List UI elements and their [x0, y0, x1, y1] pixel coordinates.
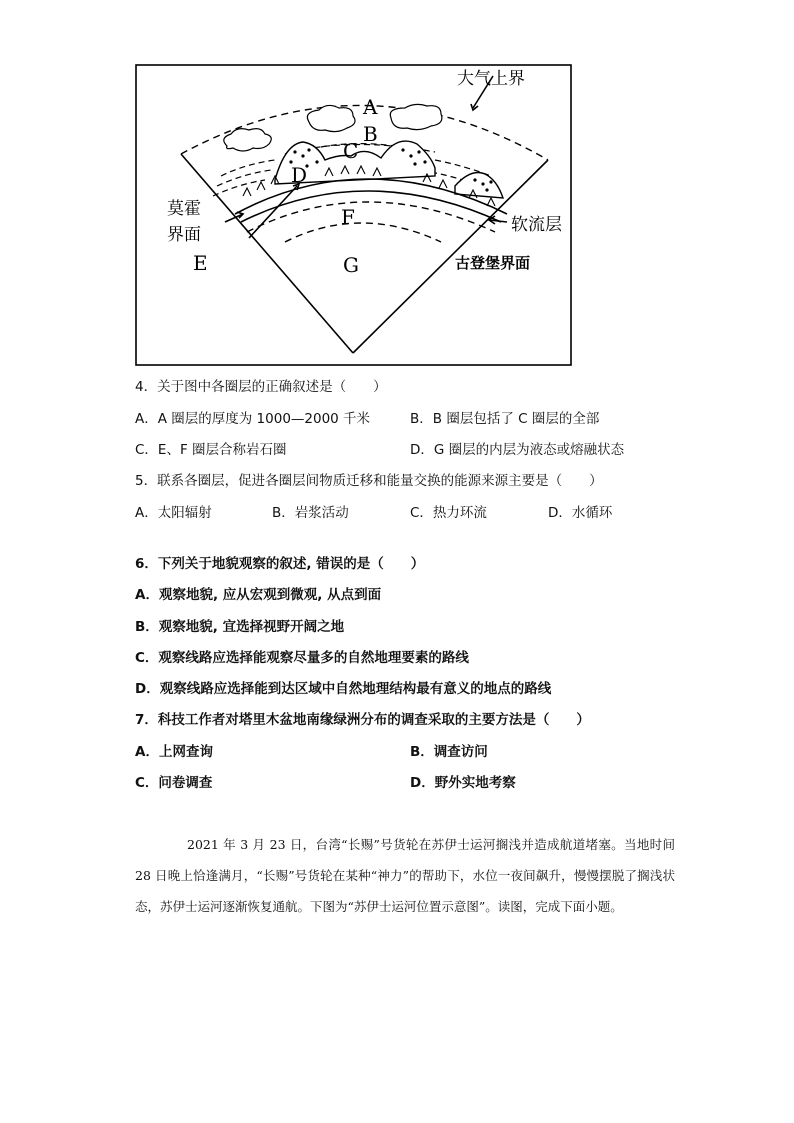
q6-stem: 6．下列关于地貌观察的叙述, 错误的是（ ） [135, 556, 425, 572]
q4-stem: 4．关于图中各圈层的正确叙述是（ ） [135, 379, 387, 395]
letter-b: B [363, 122, 378, 146]
q4-option-a[interactable]: A．A 圈层的厚度为 1000—2000 千米 [135, 411, 371, 427]
label-asthenosphere: 软流层 [511, 215, 562, 235]
label-gutenberg: 古登堡界面 [455, 254, 531, 272]
diagram-svg [135, 64, 572, 366]
q6-option-d[interactable]: D．观察线路应选择能到达区域中自然地理结构最有意义的地点的路线 [135, 681, 552, 697]
passage-text: 2021 年 3 月 23 日，台湾“长赐”号货轮在苏伊士运河搁浅并造成航道堵塞。当地时间 28 日晚上恰逢满月，“长赐”号货轮在某种“神力”的帮助下，水位一夜间飙升，慢慢摆脱了搁浅状态，苏伊士运河逐渐恢复通航。下图为“苏伊士运河位置示意图”。读图，完成下面小题。 [135, 837, 675, 914]
earth-spheres-diagram [135, 64, 572, 366]
q7-option-c[interactable]: C．问卷调查 [135, 775, 213, 791]
q7-option-d[interactable]: D．野外实地考察 [410, 775, 516, 791]
q5-option-b[interactable]: B．岩浆活动 [272, 505, 349, 521]
q4-option-c[interactable]: C．E、F 圈层合称岩石圈 [135, 442, 287, 458]
letter-f: F [341, 205, 355, 229]
q7-option-b[interactable]: B．调查访问 [410, 744, 488, 760]
letter-e: E [193, 251, 208, 275]
q6-option-a[interactable]: A．观察地貌, 应从宏观到微观, 从点到面 [135, 587, 382, 603]
letter-d: D [291, 163, 308, 187]
letter-a: A [363, 95, 378, 119]
q7-stem: 7．科技工作者对塔里木盆地南缘绿洲分布的调查采取的主要方法是（ ） [135, 712, 590, 728]
q4-option-d[interactable]: D．G 圈层的内层为液态或熔融状态 [410, 442, 625, 458]
q4-option-b[interactable]: B．B 圈层包括了 C 圈层的全部 [410, 411, 600, 427]
q6-option-b[interactable]: B．观察地貌, 宜选择视野开阔之地 [135, 619, 345, 635]
suez-passage [135, 829, 675, 922]
label-moho-2: 界面 [167, 225, 201, 245]
q5-option-c[interactable]: C．热力环流 [410, 505, 487, 521]
q5-stem: 5．联系各圈层，促进各圈层间物质迁移和能量交换的能源来源主要是（ ） [135, 473, 603, 489]
q7-option-a[interactable]: A．上网查询 [135, 744, 213, 760]
label-moho-1: 莫霍 [167, 199, 201, 219]
label-upper-boundary: 大气上界 [457, 69, 525, 89]
letter-c: C [343, 139, 359, 163]
q5-option-d[interactable]: D．水循环 [548, 505, 613, 521]
q6-option-c[interactable]: C．观察线路应选择能观察尽量多的自然地理要素的路线 [135, 650, 469, 666]
q5-option-a[interactable]: A．太阳辐射 [135, 505, 212, 521]
letter-g: G [343, 253, 359, 277]
cloud-right [390, 104, 442, 129]
